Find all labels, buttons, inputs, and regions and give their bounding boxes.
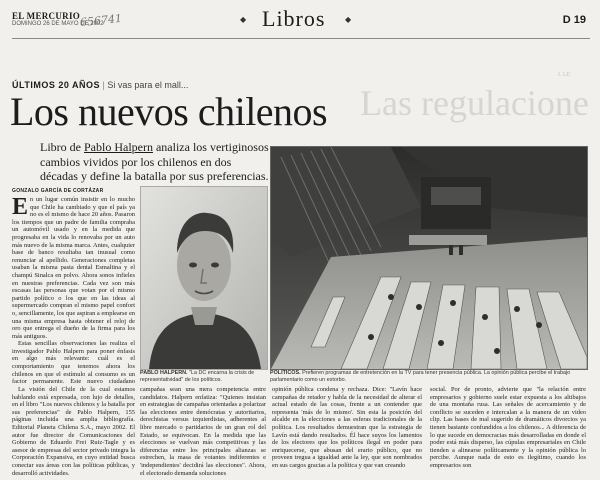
portrait-illustration <box>141 187 267 369</box>
parliament-photo <box>270 146 588 370</box>
body-column-4 <box>430 386 586 480</box>
body-paragraph-1: n un lugar común insistir en lo mucho que Chile ha cambiado y que el país ya no es el mismo de hace 20 años. Pasaron los tiempos que un padre de familia compraba un automóvil usado y en la medida que progresaba en la vida lo renovaba por un auto más nuevo de la misma marca. Antes, cualquier base de banco resultaba tan inusual como renunciar al apellido. Generaciones completas usaban la misma pasta dental Esmaltina y el champú Sinalca en polvo. Ahora sonos infieles en nuestras preferencias. Cada vez son más escasas las personas que votan por el mismo partido político o los que en las ideas al supermercado compran el mismo papel confort o, sencillamente, los que aspiran a emplearse en una misma empresa hasta obtener el reloj de oro que entrega el dueño de la firma para los más antiguos. <box>12 196 135 340</box>
portrait-caption-label: PABLO HALPERN. <box>140 370 188 376</box>
byline: GONZALO GARCÍA DE CORTÁZAR <box>12 188 104 194</box>
dropcap: E <box>12 196 29 220</box>
kicker-subtitle: Si vas para el mall... <box>107 80 189 90</box>
body-column-1-continued <box>12 386 135 480</box>
handwritten-reference: 656741 <box>79 11 123 30</box>
section-title: Libros <box>262 6 326 31</box>
ghost-headline: Las regulacione <box>360 83 589 123</box>
body-column-2 <box>140 386 266 480</box>
portrait-caption-text: "La DC encarna la crisis de representatividad" de los políticos. <box>140 370 255 383</box>
masthead-rule <box>12 38 590 39</box>
body-column-1 <box>12 196 135 384</box>
article-headline: Los nuevos chilenos <box>10 89 328 134</box>
parliament-illustration <box>271 147 587 369</box>
deck-author: Pablo Halpern <box>84 140 153 154</box>
ghost-label: L LE <box>558 72 571 78</box>
body-column-4-text: social. Por de pronto, advierte que "la relación entre empresarios y gobierno suele estar expuesta a los altibajos de una montaña rusa. Las señales de acercamiento y de conflicto se suceden e intercalan a la manera de un video clip. Las bases de mal sugerido de dramáticos divorcios ya tienen bastante confundidos a los chilenos... A diferencia de lo que sucede en democracias más desarrolladas en donde el poder está más disperso, las cúpulas empresariales en Chile tienden a alinearse políticamente y la opinión pública lo percibe. Aunque nada de esto es ilegítimo, cuando los empresarios son <box>430 386 586 469</box>
body-paragraph-2: Estas sencillas observaciones las realiza el investigador Pablo Halpern para poner énfasis en algo más relevante: cuál es el comportamiento que tenemos ahora los chilenos en que el estímulo al consumo es un factor permanente. Este nuevo ciudadano <box>12 340 135 384</box>
body-column-3-text: opinión pública condena y rechaza. Dice: "Lavín hace campañas de retador y habla de la necesidad de alterar el actual estado de las cosas, frente a un contender que representa 'más de lo mismo'. Sin esta la posición del alcalde en la elecciones a las esferas tradicionales de la política. Los resultados demuestran que la estrategia de Lavín está dando resultados. Él hace suyos los lamentos de los electores que los políticos ilegal en poder para enriquecerse, que abusan del erario público, que no proveen tregua a igualdad ante la ley, que son nombrados en sus cargos gracias a la política y que van creando <box>272 386 422 469</box>
body-paragraph-3: La visión del Chile de la cual estamos hablando está expresada, con lujo de detalles, en el libro "Los nuevos chilenos y la batalla por sus preferencias" de Pablo Halpern, 155 páginas incluida una amplia bibliografía. Editorial Planeta Chilena S.A., mayo 2002. El autor fue director de Comunicaciones del Gobierno de Eduardo Frei Ruiz-Tagle y es asesor de empresas del sector privado integra la Corporación Expansiva, en cuyo entidad busca conectar sus áreas con las políticas públicas, y desarrolló actividades. <box>12 386 135 477</box>
body-column-2-text: campañas sean una mera competencia entre candidatos. Halpern enfatiza: "Quienes insistan en estrategias de campañas orientadas a polarizar las elecciones entre demócratas y autoritarios, derechistas versus izquierdistas, adherentes al libre mercado o partidarios de un gran rol del Estado, se equivocan. En la medida que las elecciones se vuelvan más competitivas y las diferencias entre los principales alianzas se estrechen, la masa de votantes indiferentes e 'independientes' decidirá las elecciones". Ahora, el electorado demanda soluciones <box>140 386 266 477</box>
kicker: ÚLTIMOS 20 AÑOS | Si vas para el mall... <box>12 80 189 90</box>
body-column-3 <box>272 386 422 480</box>
article-deck <box>40 140 270 184</box>
parliament-caption-text: Prefieren programas de entretención en la TV para tener presencia pública. La opinión pública percibe el trabajo parlamentario como un estorbo. <box>270 370 571 383</box>
page-number: D 19 <box>562 14 586 26</box>
ornament-diamond-icon: ◆ <box>345 15 352 24</box>
newspaper-name: EL MERCURIO <box>12 11 81 21</box>
issue-date: DOMINGO 26 DE MAYO DE 2002 <box>12 21 104 27</box>
author-portrait <box>140 186 268 370</box>
deck-prefix: Libro de <box>40 140 84 154</box>
kicker-label: ÚLTIMOS 20 AÑOS <box>12 80 101 90</box>
deck-text: analiza los vertiginosos cambios vividos por los chilenos en dos décadas y define la batalla por sus preferencias. <box>40 140 269 183</box>
parliament-caption-label: POLÍTICOS. <box>270 370 301 376</box>
parliament-caption <box>270 370 586 383</box>
ornament-diamond-icon: ◆ <box>240 15 247 24</box>
portrait-caption <box>140 370 266 383</box>
